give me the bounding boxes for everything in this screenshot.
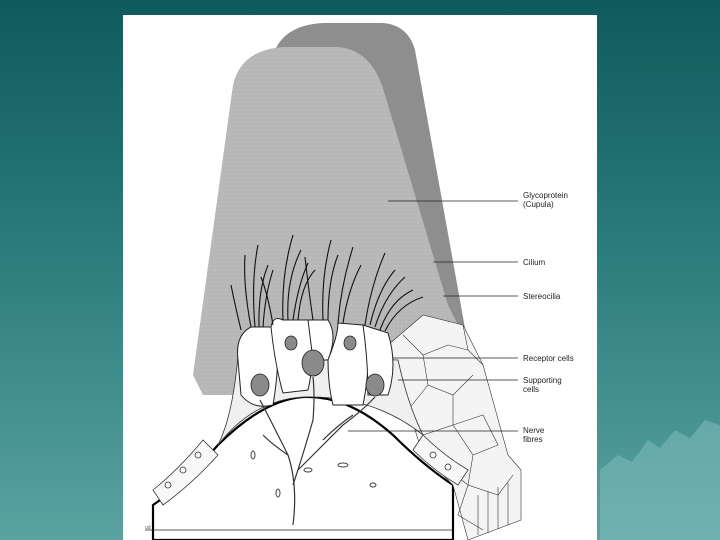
figure-panel (123, 15, 597, 540)
label-nerve-fibres: Nerve fibres (523, 426, 545, 444)
nucleus (285, 336, 297, 350)
mountain-silhouette (600, 420, 720, 540)
label-cilium: Cilium (523, 258, 546, 267)
scale-mark: ud (145, 525, 151, 531)
nucleus (344, 336, 356, 350)
nucleus (366, 374, 384, 396)
label-supporting-cells: Supporting cells (523, 376, 562, 394)
nucleus (302, 350, 324, 376)
label-receptor-cells: Receptor cells (523, 354, 574, 363)
label-cupula: Glycoprotein (Cupula) (523, 191, 568, 209)
label-stereocilia: Stereocilia (523, 292, 561, 301)
crista-ampullaris-diagram (123, 15, 597, 540)
nucleus (251, 374, 269, 396)
